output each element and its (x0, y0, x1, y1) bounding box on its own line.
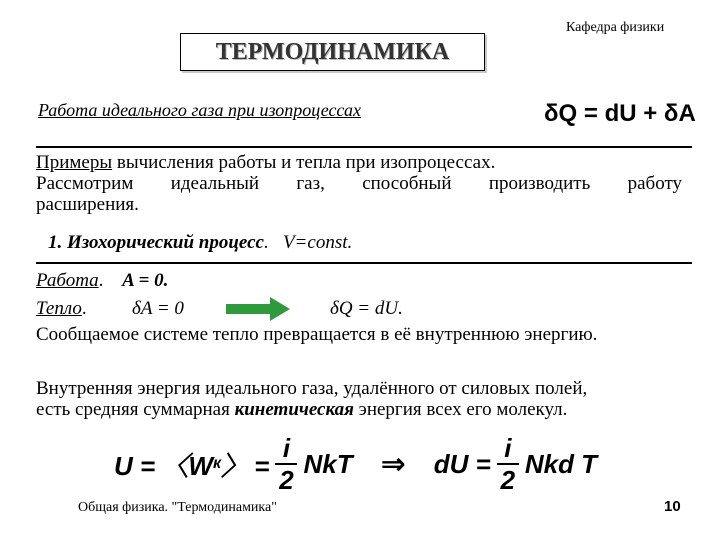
kinetic-emphasis: кинетическая (234, 399, 354, 420)
equation-close: 〉 = (221, 450, 270, 481)
isochoric-condition: V=const. (282, 232, 353, 253)
fraction-numerator: i (282, 433, 291, 463)
internal-energy-equation (114, 428, 597, 500)
equation-lhs2: dU = (433, 448, 491, 479)
internal-energy-line1: Внутренняя энергия идеального газа, удалённого от силовых полей, (36, 378, 588, 399)
heat-label: Тепло (36, 298, 82, 319)
heat-result: δQ = dU. (330, 298, 403, 319)
first-law-formula: δQ = dU + δA (544, 100, 696, 127)
internal-energy-line2-pre: есть средняя суммарная (36, 399, 235, 420)
intro-paragraph (36, 152, 682, 215)
statement-line: Сообщаемое системе тепло превращается в её внутреннюю энергию. (36, 324, 598, 345)
department-label: Кафедра физики (566, 20, 665, 35)
intro-underlined-word: Примеры (36, 152, 113, 173)
slide-title: ТЕРМОДИНАМИКА (180, 33, 485, 71)
internal-energy-paragraph (36, 378, 682, 420)
heat-line: Тепло. δA = 0 δQ = dU. (36, 298, 403, 319)
equation-lhs: U = 〈W (114, 450, 213, 481)
work-label: Работа (36, 270, 99, 291)
fraction2-numerator: i (504, 433, 512, 463)
isochoric-heading: 1. Изохорический процесс. V=const. (48, 232, 353, 253)
right-arrow-icon (226, 297, 290, 321)
equation-tail2: Nkd T (524, 448, 598, 479)
page-number: 10 (664, 498, 681, 515)
intro-line3: расширения. (36, 194, 139, 215)
subtitle: Работа идеального газа при изопроцессах (38, 100, 361, 120)
divider-top (36, 146, 692, 148)
intro-line2: Рассмотрим идеальный газ, способный производить работу (36, 173, 682, 194)
equation-subscript: к (212, 455, 222, 472)
fraction-denominator: 2 (279, 465, 294, 495)
intro-line1: вычисления работы и тепла при изопроцессах. (112, 152, 496, 173)
work-line: Работа. A = 0. (36, 270, 169, 291)
work-value: A = 0. (122, 270, 169, 291)
fraction2-denominator: 2 (500, 465, 516, 495)
divider-middle (36, 262, 692, 264)
isochoric-name: Изохорический процесс (67, 232, 264, 253)
isochoric-number: 1. (48, 232, 63, 253)
heat-value: δA = 0 (132, 298, 184, 319)
fraction-i-over-2-second (497, 433, 519, 495)
footer-course: Общая физика. "Термодинамика" (78, 500, 277, 515)
equation-tail1: NkT (303, 448, 353, 479)
implies-icon: ⇒ (380, 447, 406, 481)
internal-energy-line2-post: энергия всех его молекул. (353, 399, 568, 420)
fraction-i-over-2 (275, 433, 297, 495)
